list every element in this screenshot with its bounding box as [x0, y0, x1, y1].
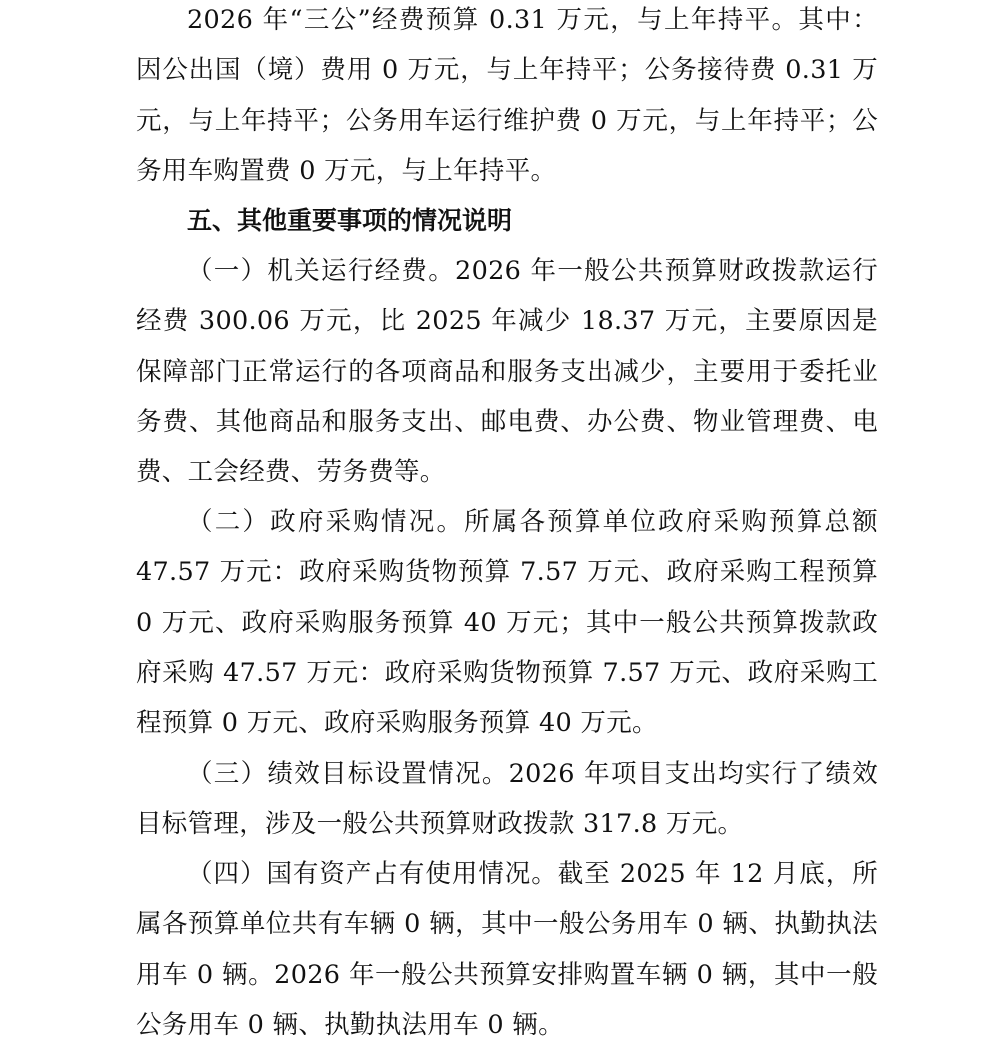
item3-paragraph — [136, 749, 878, 850]
item4-body: 截至 2025 年 12 月底，所属各预算单位共有车辆 0 辆，其中一般公务用车 0 辆、执勤执法用车 0 辆。2026 年一般公共预算安排购置车辆 0 辆，其中一般公务用车 0 辆、执勤执法用车 0 辆。 — [136, 859, 878, 1040]
item2-body: 所属各预算单位政府采购预算总额 47.57 万元：政府采购货物预算 7.57 万元、政府采购工程预算 0 万元、政府采购服务预算 40 万元；其中一般公共预算拨款政府采购 47.57 万元：政府采购货物预算 7.57 万元、政府采购工程预算 0 万元、政府采购服务预算 40 万元。 — [136, 507, 878, 739]
sangong-paragraph: 2026 年“三公”经费预算 0.31 万元，与上年持平。其中：因公出国（境）费用 0 万元，与上年持平；公务接待费 0.31 万元，与上年持平；公务用车运行维护费 0 万元，与上年持平；公务用车购置费 0 万元，与上年持平。 — [136, 5, 878, 186]
item3-body: 2026 年项目支出均实行了绩效目标管理，涉及一般公共预算财政拨款 317.8 万元。 — [136, 759, 878, 840]
item4-title: （四）国有资产占有使用情况。 — [187, 859, 558, 889]
item1-title: （一）机关运行经费。 — [187, 256, 456, 286]
item1-paragraph — [136, 246, 878, 497]
item3-title: （三）绩效目标设置情况。 — [187, 759, 509, 789]
item2-paragraph — [136, 497, 878, 748]
item1-body: 2026 年一般公共预算财政拨款运行经费 300.06 万元，比 2025 年减少 18.37 万元，主要原因是保障部门正常运行的各项商品和服务支出减少，主要用于委托业务费、其他商品和服务支出、邮电费、办公费、物业管理费、电费、工会经费、劳务费等。 — [136, 256, 878, 488]
item4-paragraph — [136, 849, 878, 1050]
section-heading: 五、其他重要事项的情况说明 — [187, 206, 513, 235]
item2-title: （二）政府采购情况。 — [187, 507, 465, 537]
